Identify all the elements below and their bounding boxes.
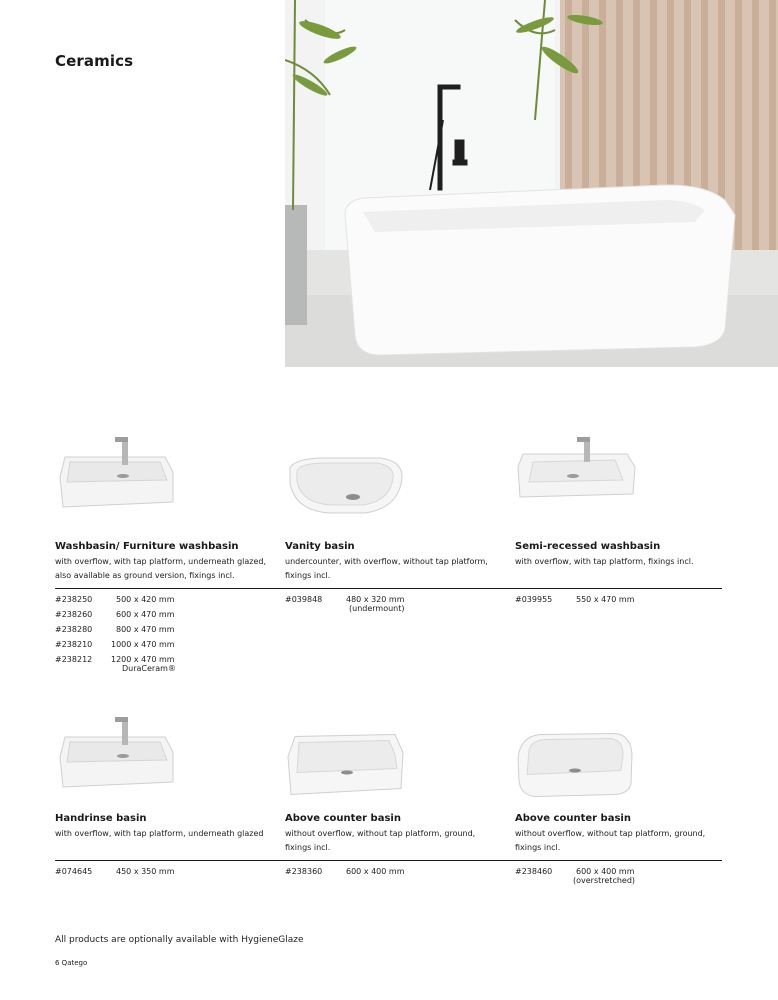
dimension: 600 x 400 mm [346,867,405,876]
dimension: 500 x 420 mm [116,595,175,604]
spec-row [515,592,715,607]
dimension: 600 x 400 mm [576,867,635,876]
divider [285,860,515,861]
divider [55,588,285,589]
above-counter-basin-round-icon [515,726,645,806]
divider [515,588,722,589]
spec-row [285,592,485,613]
page-number: 6 Qatego [55,959,88,967]
product-description: with overflow, with tap platform, underneath glazed [55,829,264,838]
divider [515,860,722,861]
article-code: #238210 [55,640,93,649]
article-code: #039848 [285,595,323,604]
dimension: 450 x 350 mm [116,867,175,876]
product-title: Washbasin/ Furniture washbasin [55,541,239,552]
product-title: Vanity basin [285,541,355,552]
spec-row [515,864,715,885]
spec-row [285,864,485,879]
product-description: without overflow, without tap platform, ground, fixings incl. [285,829,476,852]
washbasin-with-tap-icon [55,432,185,512]
spec-row [55,652,255,673]
product-description: with overflow, with tap platform, underneath glazed, also available as ground version, fixings incl. [55,557,267,580]
article-code: #074645 [55,867,93,876]
semi-recessed-basin-icon [515,432,645,512]
spec-row [55,864,255,879]
article-code: #238260 [55,610,93,619]
spec-list [285,864,485,879]
product-title: Above counter basin [285,813,401,824]
page-title: Ceramics [55,52,134,70]
spec-row [55,622,255,637]
article-code: #238280 [55,625,93,634]
undercounter-basin-icon [285,448,415,528]
divider [285,588,515,589]
article-code: #238460 [515,867,553,876]
dimension: 480 x 320 mm [346,595,405,604]
dimension: 600 x 470 mm [116,610,175,619]
bathtub-illustration [285,0,778,367]
spec-list [515,592,715,607]
spec-row [55,592,255,607]
article-code: #039955 [515,595,553,604]
hero-bathtub-image [285,0,778,367]
dimension: 1200 x 470 mm [111,655,175,664]
mounting-note: (undermount) [349,604,405,613]
spec-list [285,592,485,613]
product-description: without overflow, without tap platform, ground, fixings incl. [515,829,706,852]
dimension: 1000 x 470 mm [111,640,175,649]
product-description: with overflow, with tap platform, fixings incl. [515,557,694,566]
spec-row [55,637,255,652]
product-title: Semi-recessed washbasin [515,541,661,552]
spec-list [55,864,255,879]
spec-list [55,592,255,673]
article-code: #238212 [55,655,93,664]
shape-note: (overstretched) [573,876,636,885]
product-description: undercounter, with overflow, without tap platform, fixings incl. [285,557,488,580]
spec-list [515,864,715,885]
handrinse-basin-icon [55,712,185,792]
spec-row [55,607,255,622]
product-title: Above counter basin [515,813,631,824]
material-note: DuraCeram® [122,664,176,673]
article-code: #238360 [285,867,323,876]
dimension: 800 x 470 mm [116,625,175,634]
divider [55,860,285,861]
footer-note: All products are optionally available with HygieneGlaze [55,935,304,945]
above-counter-basin-icon [285,726,415,806]
article-code: #238250 [55,595,93,604]
product-title: Handrinse basin [55,813,147,824]
dimension: 550 x 470 mm [576,595,635,604]
